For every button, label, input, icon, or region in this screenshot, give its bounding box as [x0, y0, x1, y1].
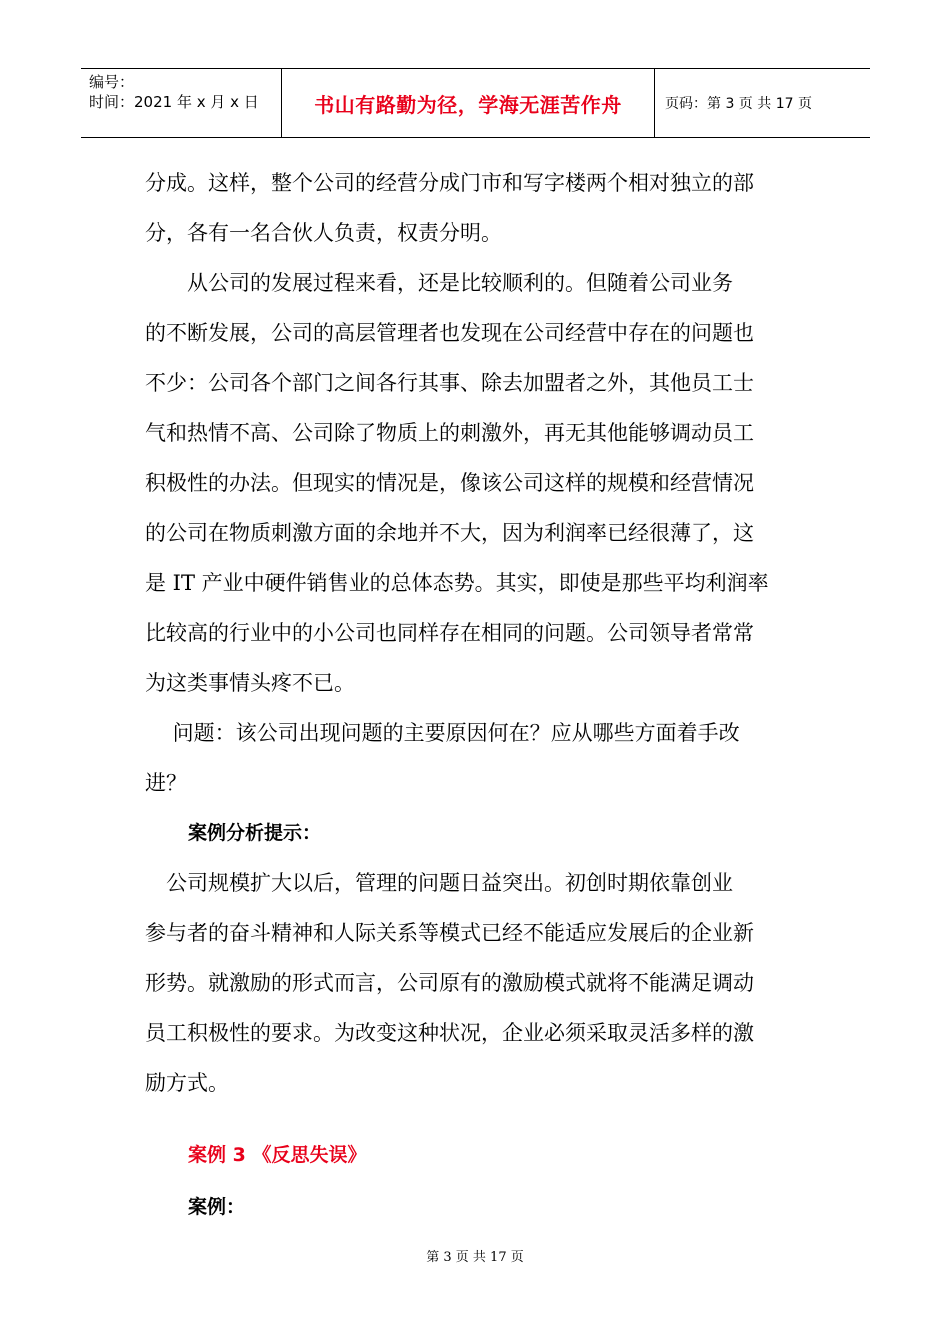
paragraph-question — [145, 708, 805, 808]
text-line: 励方式。 — [145, 1071, 229, 1095]
page-header — [81, 68, 870, 138]
paragraph-1 — [145, 158, 805, 258]
time-label: 时间：2021 年 x 月 x 日 — [89, 93, 259, 111]
text-line: 分，各有一名合伙人负责，权责分明。 — [145, 221, 502, 245]
text-line: 为这类事情头疼不已。 — [145, 671, 355, 695]
header-motto: 书山有路勤为径，学海无涯苦作舟 — [282, 69, 655, 137]
text-line: 问题：该公司出现问题的主要原因何在？应从哪些方面着手改 — [145, 721, 740, 745]
text-line: 参与者的奋斗精神和人际关系等模式已经不能适应发展后的企业新 — [145, 921, 754, 945]
header-page-info: 页码：第 3 页 共 17 页 — [665, 96, 812, 112]
text-line: 员工积极性的要求。为改变这种状况，企业必须采取灵活多样的激 — [145, 1021, 754, 1045]
analysis-heading-block — [188, 808, 848, 858]
case-heading: 案例 3 《反思失误》 — [188, 1144, 367, 1166]
text-line: 比较高的行业中的小公司也同样存在相同的问题。公司领导者常常 — [145, 621, 754, 645]
case-label-block — [188, 1182, 848, 1232]
text-line: 从公司的发展过程来看，还是比较顺利的。但随着公司业务 — [145, 271, 733, 295]
case-label: 案例： — [188, 1196, 246, 1218]
number-label: 编号： — [89, 73, 135, 91]
text-line: 不少：公司各个部门之间各行其事、除去加盟者之外，其他员工士 — [145, 371, 754, 395]
header-meta — [81, 69, 282, 137]
text-line: 气和热情不高、公司除了物质上的刺激外，再无其他能够调动员工 — [145, 421, 754, 445]
text-line: 分成。这样，整个公司的经营分成门市和写字楼两个相对独立的部 — [145, 171, 754, 195]
analysis-heading: 案例分析提示： — [188, 822, 322, 844]
text-line: 积极性的办法。但现实的情况是，像该公司这样的规模和经营情况 — [145, 471, 754, 495]
text-line: 公司规模扩大以后，管理的问题日益突出。初创时期依靠创业 — [145, 871, 733, 895]
paragraph-analysis — [145, 858, 805, 1108]
page-footer: 第 3 页 共 17 页 — [426, 1250, 524, 1265]
text-line: 形势。就激励的形式而言，公司原有的激励模式就将不能满足调动 — [145, 971, 754, 995]
text-line: 的不断发展，公司的高层管理者也发现在公司经营中存在的问题也 — [145, 321, 754, 345]
text-line: 的公司在物质刺激方面的余地并不大，因为利润率已经很薄了，这 — [145, 521, 754, 545]
text-line: 是 IT 产业中硬件销售业的总体态势。其实，即使是那些平均利润率 — [145, 571, 769, 595]
paragraph-2 — [145, 258, 805, 708]
case-heading-block — [188, 1130, 848, 1180]
text-line: 进？ — [145, 771, 187, 795]
